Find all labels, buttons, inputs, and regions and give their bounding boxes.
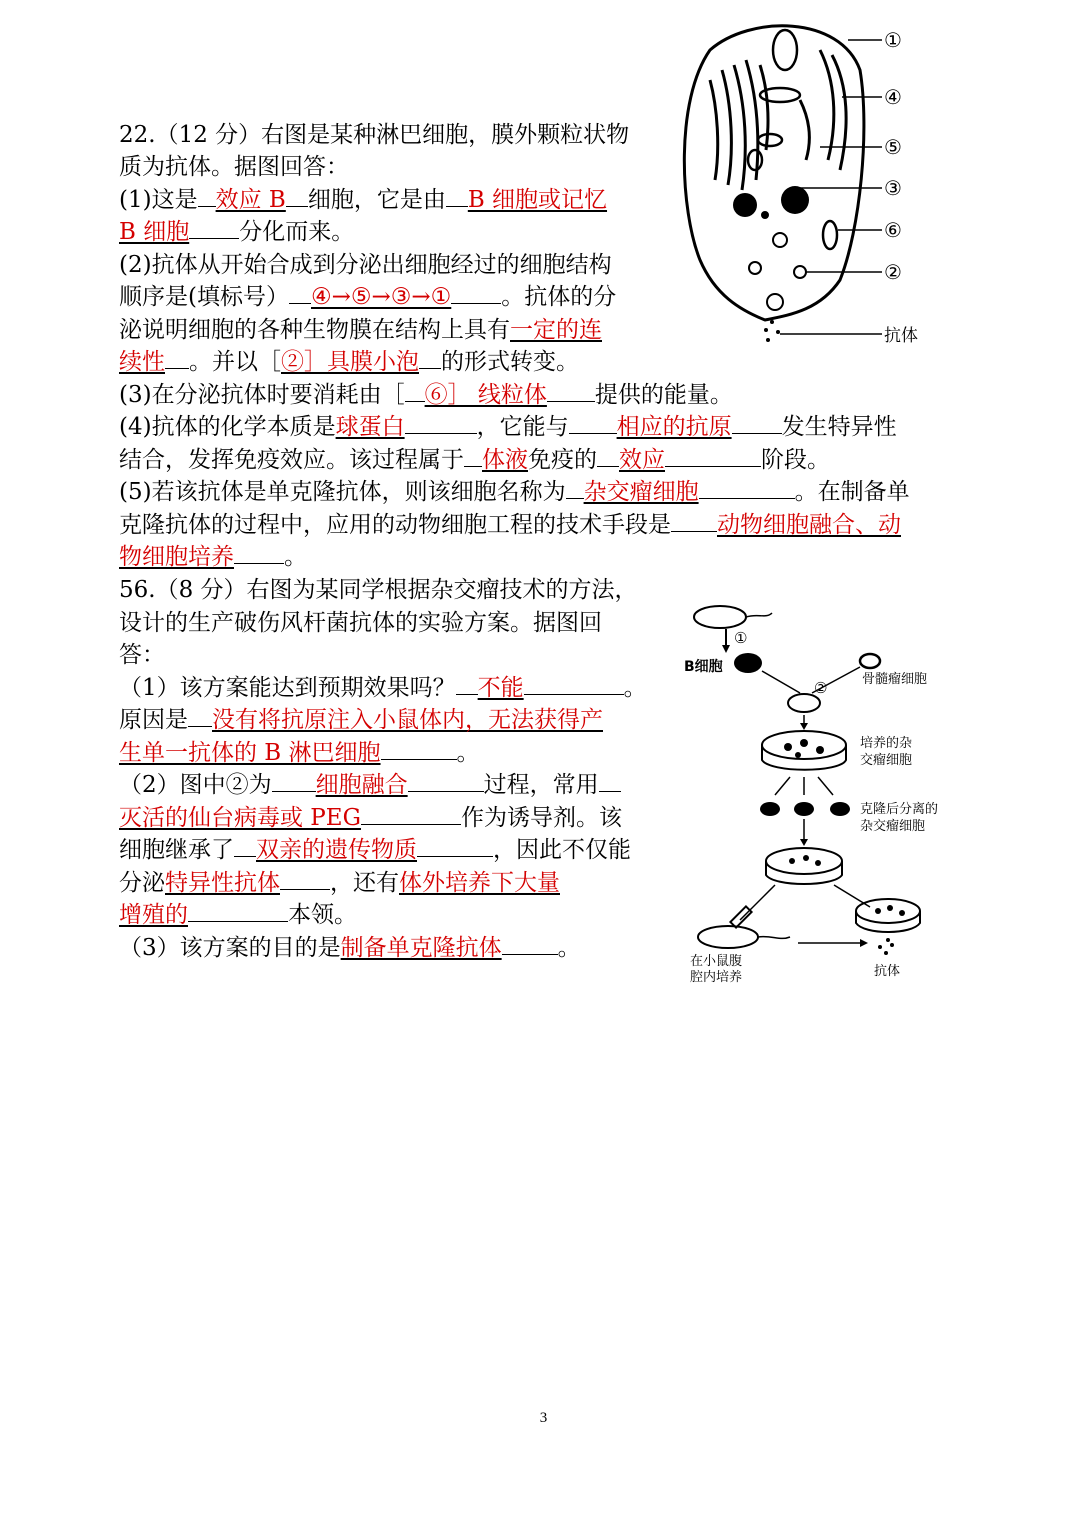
q22-header: 22.（12 分）右图是某种淋巴细胞，膜外颗粒状物 xyxy=(119,122,630,148)
q56-answer-genetic: 双亲的遗传物质 xyxy=(256,837,417,863)
q22-answer-vesicle: ②］具膜小泡 xyxy=(281,349,419,375)
q22-answer-cell-type: 效应 B xyxy=(215,187,286,213)
label-4: ④ xyxy=(884,85,902,109)
q22-answer-humoral: 体液 xyxy=(482,447,528,473)
q22-answer-sequence: ④→⑤→③→① xyxy=(310,284,452,310)
q22-answer-mitochondria: ⑥］ 线粒体 xyxy=(424,382,547,408)
cultured-hybridoma-label-2: 交瘤细胞 xyxy=(860,753,913,768)
q22-part1-line2: B 细胞 分化而来。 xyxy=(119,216,354,248)
q22-part4-line2: 结合，发挥免疫效应。该过程属于 体液免疫的 效应 阶段。 xyxy=(119,444,830,476)
q56-part2-line3: 细胞继承了 双亲的遗传物质 ，因此不仅能 xyxy=(119,834,631,866)
q56-part2-line4: 分泌特异性抗体 ，还有体外培养下大量 xyxy=(119,867,560,899)
antibody-dots xyxy=(764,320,780,342)
q56-answer-proliferation: 体外培养下大量 xyxy=(399,870,560,896)
lymphocyte-diagram xyxy=(670,10,930,350)
cloned-hybridoma-label-1: 克隆后分离的 xyxy=(860,802,939,817)
q22-part1: (1)这是 效应 B 细胞，它是由 B 细胞或记忆 xyxy=(119,184,607,216)
q22-answer-protein: 球蛋白 xyxy=(335,414,405,440)
q22-part2-line3: 泌说明细胞的各种生物膜在结构上具有一定的连 xyxy=(119,317,602,343)
q56-answer-antibody: 特异性抗体 xyxy=(165,870,280,896)
q56-header-line3: 答： xyxy=(119,642,165,668)
q22-part2: (2)抗体从开始合成到分泌出细胞经过的细胞结构 xyxy=(119,252,612,278)
myeloma-label: 骨髓瘤细胞 xyxy=(862,672,928,687)
svg-text:①: ① xyxy=(734,629,748,647)
label-3: ③ xyxy=(884,176,902,200)
mouse-icon xyxy=(694,606,746,628)
q56-part1-line2: 原因是 没有将抗原注入小鼠体内，无法获得产 xyxy=(119,704,603,736)
page-number: 3 xyxy=(539,1410,548,1426)
label-2: ② xyxy=(884,260,902,284)
nucleus xyxy=(733,186,809,219)
q56-part3: （3）该方案的目的是制备单克隆抗体 。 xyxy=(119,932,581,964)
label-5: ⑤ xyxy=(884,135,902,159)
q22-answer-techniques: 动物细胞融合、动 xyxy=(717,512,901,538)
mouse-culture-label-1: 在小鼠腹 xyxy=(690,954,743,969)
q56-part1: （1）该方案能达到预期效果吗？ 不能 。 xyxy=(119,672,647,704)
antibody-label: 抗体 xyxy=(874,964,901,979)
cloned-hybridoma-label-2: 杂交瘤细胞 xyxy=(860,819,926,834)
q56-part1-line3: 生单一抗体的 B 淋巴细胞 。 xyxy=(119,737,480,769)
q56-answer-inducer: 灭活的仙台病毒或 PEG xyxy=(119,805,361,831)
q56-header: 56.（8 分）右图为某同学根据杂交瘤技术的方法， xyxy=(119,577,638,603)
mouse-culture-label-2: 腔内培养 xyxy=(690,970,743,985)
q22-answer-antigen: 相应的抗原 xyxy=(616,414,732,440)
q22-part5: (5)若该抗体是单克隆抗体，则该细胞名称为 杂交瘤细胞 。在制备单 xyxy=(119,476,910,508)
q56-answer-effect: 不能 xyxy=(477,675,524,701)
vesicles xyxy=(749,233,806,310)
label-1: ① xyxy=(884,28,902,52)
label-antibody: 抗体 xyxy=(884,326,918,346)
q56-answer-fusion: 细胞融合 xyxy=(315,772,408,798)
q22-part5-line2: 克隆抗体的过程中，应用的动物细胞工程的技术手段是 动物细胞融合、动 xyxy=(119,509,901,541)
svg-text:②: ② xyxy=(814,679,828,697)
endoplasmic-reticulum xyxy=(710,60,768,190)
q56-answer-purpose: 制备单克隆抗体 xyxy=(340,935,502,961)
q22-part4: (4)抗体的化学本质是球蛋白 ，它能与 相应的抗原 发生特异性 xyxy=(119,411,897,443)
q56-answer-reason: 没有将抗原注入小鼠体内，无法获得产 xyxy=(212,707,603,733)
hybridoma-diagram xyxy=(680,595,980,990)
q22-part5-line3: 物细胞培养 。 xyxy=(119,541,307,573)
q22-part2-line4: 续性 。并以［②］具膜小泡 的形式转变。 xyxy=(119,346,579,378)
q22-answer-hybridoma: 杂交瘤细胞 xyxy=(583,479,699,505)
q22-part2-line2: 顺序是(填标号） ④→⑤→③→① 。抗体的分 xyxy=(119,281,616,313)
q56-part2-line2: 灭活的仙台病毒或 PEG 作为诱导剂。该 xyxy=(119,802,622,834)
b-cell-label: B细胞 xyxy=(684,659,723,675)
cultured-hybridoma-label-1: 培养的杂 xyxy=(860,736,913,751)
golgi-apparatus xyxy=(800,50,846,170)
q22-answer-membrane: 一定的连 xyxy=(510,317,602,343)
q56-part2-line5: 增殖的 本领。 xyxy=(119,899,357,931)
q56-part2: （2）图中②为 细胞融合 过程，常用 xyxy=(119,769,621,801)
label-6: ⑥ xyxy=(884,218,902,242)
q22-answer-origin: B 细胞或记忆 xyxy=(467,187,608,213)
q56-header-line2: 设计的生产破伤风杆菌抗体的实验方案。据图回 xyxy=(119,610,602,636)
q22-part3: (3)在分泌抗体时要消耗由［ ⑥］ 线粒体 提供的能量。 xyxy=(119,379,733,411)
cell-membrane xyxy=(684,26,864,320)
q22-header-line2: 质为抗体。据图回答： xyxy=(119,154,349,180)
q22-answer-effect: 效应 xyxy=(619,447,665,473)
